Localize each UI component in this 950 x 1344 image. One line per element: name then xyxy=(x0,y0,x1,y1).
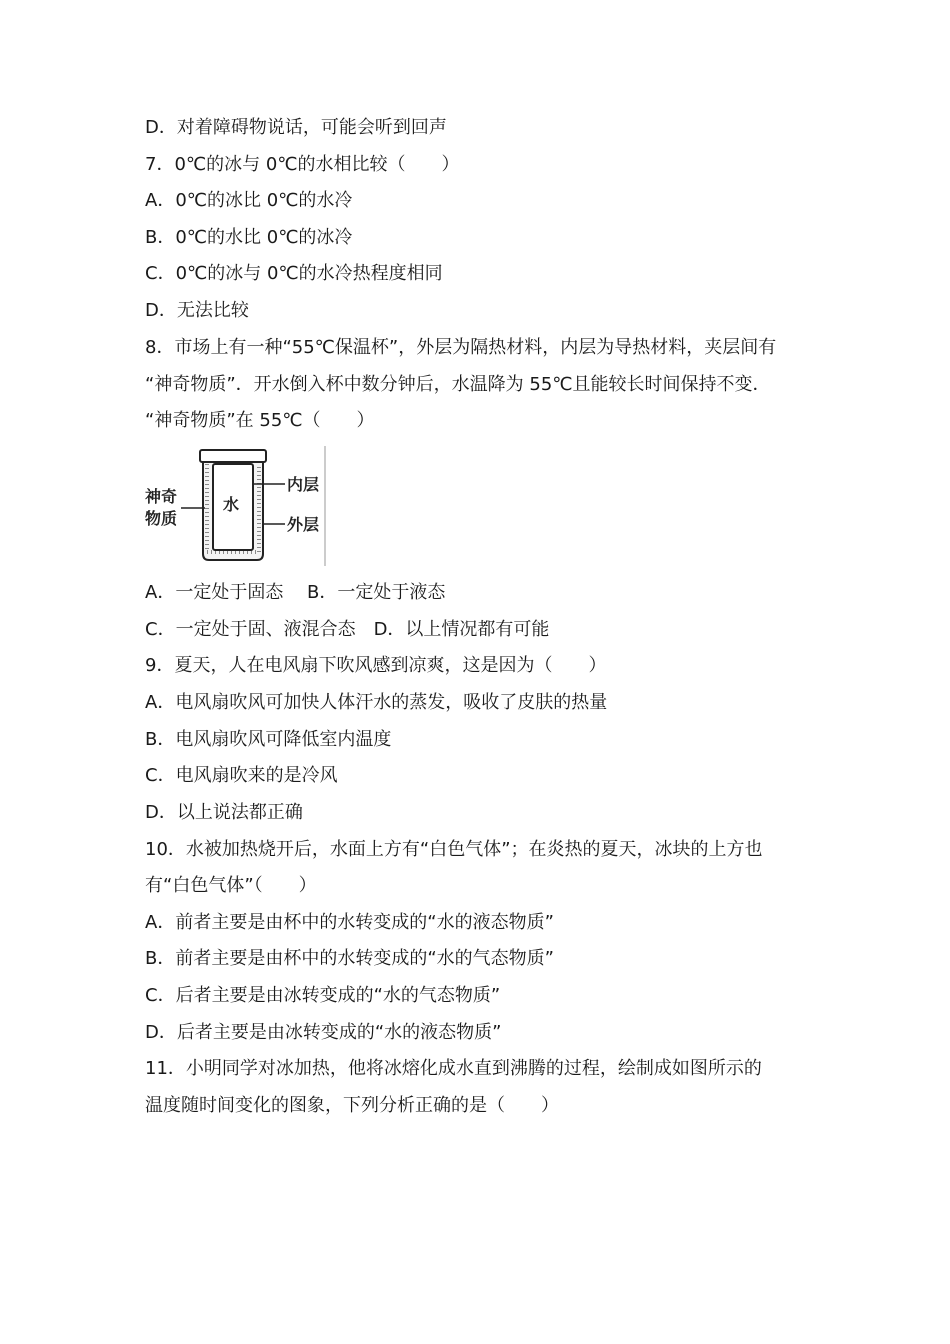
question-8-line-3: “神奇物质”在 55℃（ ） xyxy=(145,410,375,431)
label-magic-2: 物质 xyxy=(145,509,178,528)
option-10d: D．后者主要是由冰转变成的“水的液态物质” xyxy=(145,1022,502,1043)
question-9: 9．夏天，人在电风扇下吹风感到凉爽，这是因为（ ） xyxy=(145,655,607,676)
option-9b: B．电风扇吹风可降低室内温度 xyxy=(145,729,392,750)
label-inner-layer: 内层 xyxy=(287,475,320,494)
label-magic-1: 神奇 xyxy=(145,487,178,506)
option-8ab: A．一定处于固态 B．一定处于液态 xyxy=(145,582,446,603)
option-7b: B．0℃的水比 0℃的冰冷 xyxy=(145,227,353,248)
option-9d: D．以上说法都正确 xyxy=(145,802,303,823)
question-10-line-1: 10．水被加热烧开后，水面上方有“白色气体”；在炎热的夏天，冰块的上方也 xyxy=(145,839,763,860)
option-10c: C．后者主要是由冰转变成的“水的气态物质” xyxy=(145,985,501,1006)
option-10b: B．前者主要是由杯中的水转变成的“水的气态物质” xyxy=(145,948,554,969)
question-7: 7．0℃的冰与 0℃的水相比较（ ） xyxy=(145,154,460,175)
cup-lid xyxy=(200,450,266,462)
question-8-line-2: “神奇物质”．开水倒入杯中数分钟后，水温降为 55℃且能较长时间保持不变． xyxy=(145,374,771,395)
question-11-line-1: 11．小明同学对冰加热，他将冰熔化成水直到沸腾的过程，绘制成如图所示的 xyxy=(145,1058,762,1079)
option-9c: C．电风扇吹来的是冷风 xyxy=(145,765,338,786)
label-outer-layer: 外层 xyxy=(287,515,320,534)
label-water: 水 xyxy=(223,495,240,514)
option-6d: D．对着障碍物说话，可能会听到回声 xyxy=(145,117,447,138)
option-7a: A．0℃的冰比 0℃的水冷 xyxy=(145,190,353,211)
option-10a: A．前者主要是由杯中的水转变成的“水的液态物质” xyxy=(145,912,554,933)
option-7d: D．无法比较 xyxy=(145,300,249,321)
option-7c: C．0℃的冰与 0℃的水冷热程度相同 xyxy=(145,263,443,284)
question-10-line-2: 有“白色气体”（ ） xyxy=(145,875,317,896)
option-9a: A．电风扇吹风可加快人体汗水的蒸发，吸收了皮肤的热量 xyxy=(145,692,608,713)
thermos-cup-figure xyxy=(143,446,329,568)
option-8cd: C．一定处于固、液混合态 D．以上情况都有可能 xyxy=(145,619,550,640)
question-8-line-1: 8．市场上有一种“55℃保温杯”，外层为隔热材料，内层为导热材料，夹层间有 xyxy=(145,337,777,358)
question-11-line-2: 温度随时间变化的图象，下列分析正确的是（ ） xyxy=(145,1095,559,1116)
